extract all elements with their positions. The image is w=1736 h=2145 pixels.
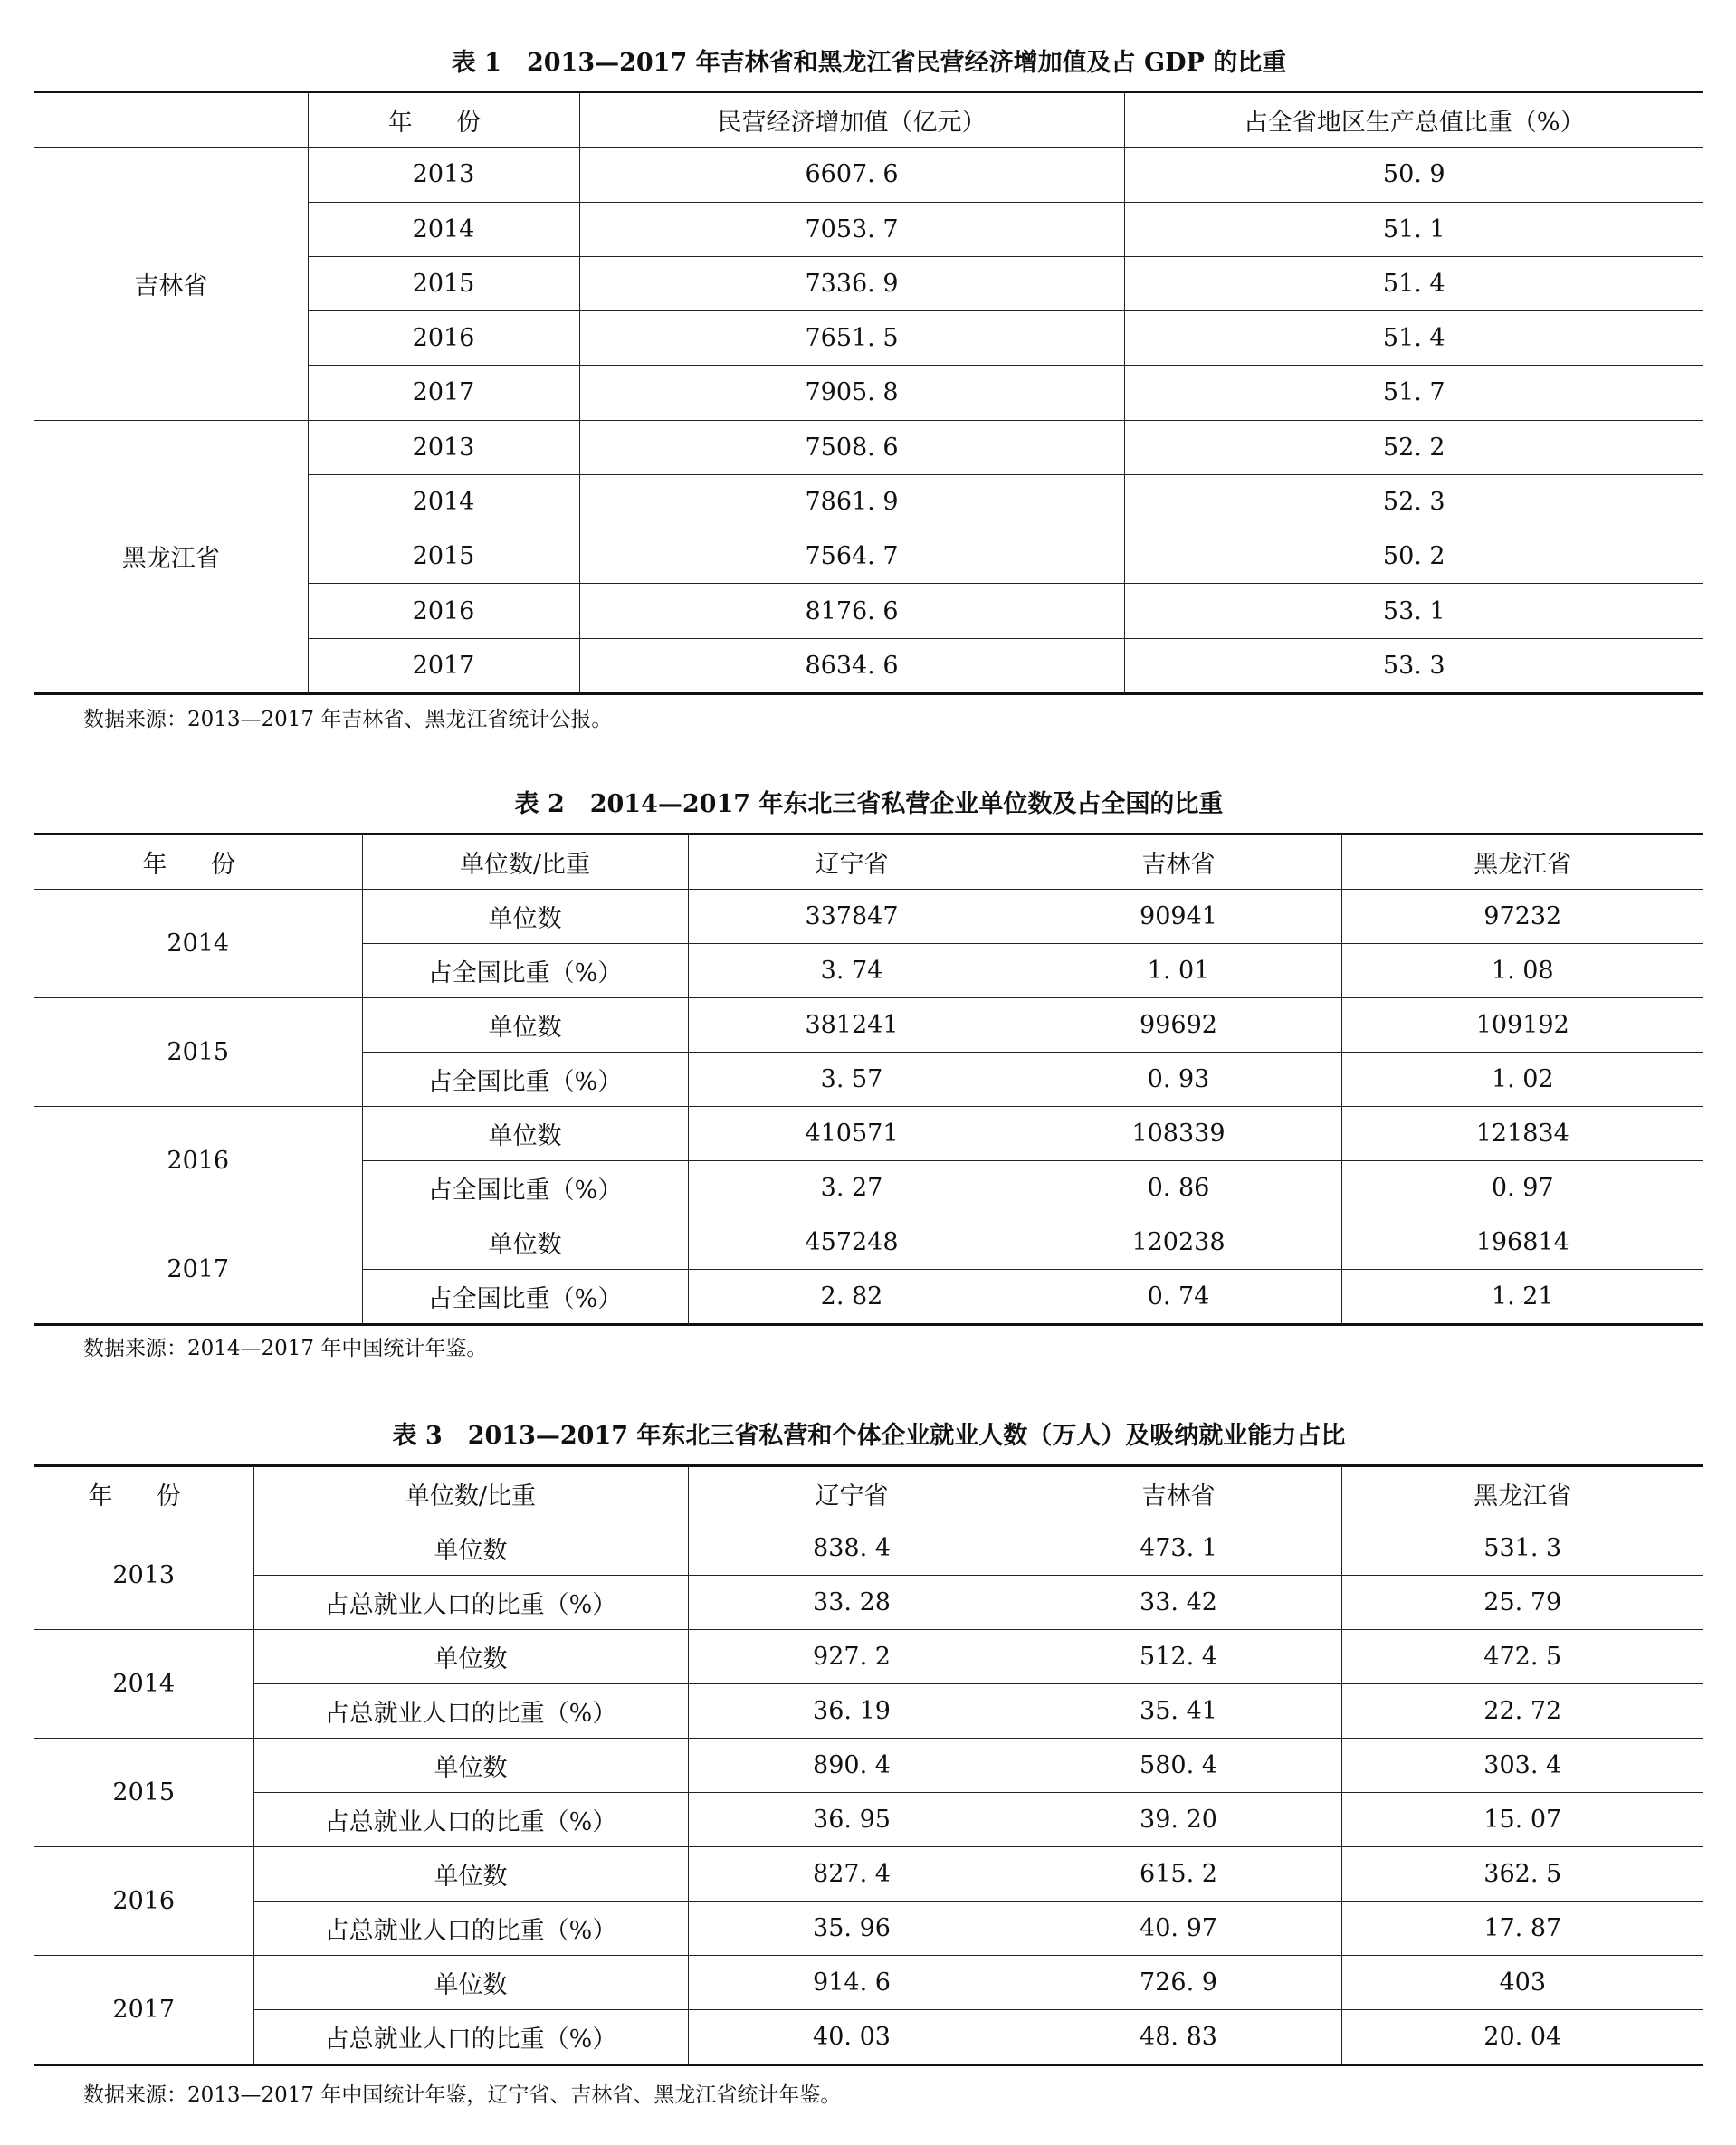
metric-label-cell: 占全国比重（%）	[362, 944, 688, 998]
table2-header-cell: 吉林省	[1016, 834, 1341, 890]
jilin-cell: 35. 41	[1016, 1684, 1341, 1739]
metric-label-cell: 单位数	[253, 1739, 688, 1793]
heilongjiang-cell: 403	[1341, 1956, 1703, 2010]
metric-label-cell: 占全国比重（%）	[362, 1161, 688, 1216]
liaoning-cell: 2. 82	[688, 1270, 1016, 1325]
table3-header-cell: 年 份	[34, 1466, 253, 1521]
table3-source-note: 数据来源：2013—2017 年中国统计年鉴，辽宁省、吉林省、黑龙江省统计年鉴。	[83, 2083, 842, 2107]
year-cell: 2017	[34, 1216, 362, 1325]
year-cell: 2015	[308, 256, 579, 310]
year-cell: 2015	[308, 529, 579, 584]
year-cell: 2017	[308, 638, 579, 693]
heilongjiang-cell: 1. 08	[1341, 944, 1703, 998]
year-cell: 2013	[308, 148, 579, 202]
table1-header-cell: 年 份	[308, 92, 579, 148]
year-cell: 2013	[34, 1521, 253, 1630]
heilongjiang-cell: 25. 79	[1341, 1576, 1703, 1630]
metric-label-cell: 占全国比重（%）	[362, 1053, 688, 1107]
liaoning-cell: 3. 27	[688, 1161, 1016, 1216]
table2-number: 表 2	[514, 790, 565, 818]
liaoning-cell: 35. 96	[688, 1902, 1016, 1956]
metric-label-cell: 单位数	[253, 1847, 688, 1902]
heilongjiang-cell: 20. 04	[1341, 2010, 1703, 2065]
heilongjiang-cell: 109192	[1341, 998, 1703, 1053]
heilongjiang-cell: 1. 02	[1341, 1053, 1703, 1107]
metric-label-cell: 占总就业人口的比重（%）	[253, 1684, 688, 1739]
metric-label-cell: 单位数	[362, 890, 688, 944]
metric-label-cell: 占总就业人口的比重（%）	[253, 1793, 688, 1847]
table-row	[34, 1107, 1703, 1161]
jilin-cell: 0. 93	[1016, 1053, 1341, 1107]
liaoning-cell: 33. 28	[688, 1576, 1016, 1630]
heilongjiang-cell: 17. 87	[1341, 1902, 1703, 1956]
share-cell: 52. 3	[1124, 474, 1703, 529]
table-row	[34, 1630, 1703, 1684]
table1-header-cell: 民营经济增加值（亿元）	[579, 92, 1124, 148]
table3-title-text: 2013—2017 年东北三省私营和个体企业就业人数（万人）及吸纳就业能力占比	[467, 1422, 1346, 1450]
share-cell: 51. 4	[1124, 256, 1703, 310]
year-cell: 2017	[308, 366, 579, 420]
value-cell: 7336. 9	[579, 256, 1124, 310]
year-cell: 2015	[34, 998, 362, 1107]
jilin-cell: 512. 4	[1016, 1630, 1341, 1684]
heilongjiang-cell: 22. 72	[1341, 1684, 1703, 1739]
jilin-cell: 0. 86	[1016, 1161, 1341, 1216]
table-row	[34, 1739, 1703, 1793]
year-cell: 2014	[308, 202, 579, 256]
value-cell: 7508. 6	[579, 420, 1124, 474]
year-cell: 2014	[34, 890, 362, 998]
table-row	[34, 1956, 1703, 2010]
table2-title	[34, 789, 1703, 820]
metric-label-cell: 占总就业人口的比重（%）	[253, 2010, 688, 2065]
jilin-cell: 615. 2	[1016, 1847, 1341, 1902]
metric-label-cell: 单位数	[253, 1521, 688, 1576]
liaoning-cell: 838. 4	[688, 1521, 1016, 1576]
table3-title	[34, 1421, 1703, 1452]
heilongjiang-cell: 1. 21	[1341, 1270, 1703, 1325]
value-cell: 6607. 6	[579, 148, 1124, 202]
table1-title	[34, 48, 1703, 79]
heilongjiang-cell: 97232	[1341, 890, 1703, 944]
liaoning-cell: 890. 4	[688, 1739, 1016, 1793]
liaoning-cell: 36. 19	[688, 1684, 1016, 1739]
liaoning-cell: 457248	[688, 1216, 1016, 1270]
table1-number: 表 1	[451, 49, 501, 77]
share-cell: 53. 1	[1124, 584, 1703, 638]
metric-label-cell: 单位数	[362, 998, 688, 1053]
table-row	[34, 1793, 1703, 1847]
table-row	[34, 148, 1703, 202]
value-cell: 8634. 6	[579, 638, 1124, 693]
metric-label-cell: 单位数	[253, 1956, 688, 2010]
jilin-cell: 0. 74	[1016, 1270, 1341, 1325]
year-cell: 2016	[34, 1107, 362, 1216]
table1-header-cell: 占全省地区生产总值比重（%）	[1124, 92, 1703, 148]
table1-source-note: 数据来源：2013—2017 年吉林省、黑龙江省统计公报。	[83, 708, 613, 731]
table3-header-row	[34, 1466, 1703, 1521]
liaoning-cell: 927. 2	[688, 1630, 1016, 1684]
table3-header-cell: 吉林省	[1016, 1466, 1341, 1521]
table3-header-cell: 辽宁省	[688, 1466, 1016, 1521]
jilin-cell: 580. 4	[1016, 1739, 1341, 1793]
jilin-cell: 33. 42	[1016, 1576, 1341, 1630]
value-cell: 7053. 7	[579, 202, 1124, 256]
metric-label-cell: 单位数	[362, 1107, 688, 1161]
jilin-cell: 1. 01	[1016, 944, 1341, 998]
year-cell: 2014	[34, 1630, 253, 1739]
table2-title-text: 2014—2017 年东北三省私营企业单位数及占全国的比重	[589, 790, 1224, 818]
year-cell: 2017	[34, 1956, 253, 2065]
heilongjiang-cell: 472. 5	[1341, 1630, 1703, 1684]
share-cell: 51. 1	[1124, 202, 1703, 256]
table3	[34, 1464, 1703, 2066]
table2-header-cell: 黑龙江省	[1341, 834, 1703, 890]
heilongjiang-cell: 303. 4	[1341, 1739, 1703, 1793]
metric-label-cell: 单位数	[253, 1630, 688, 1684]
jilin-cell: 726. 9	[1016, 1956, 1341, 2010]
table1-title-text: 2013—2017 年吉林省和黑龙江省民营经济增加值及占 GDP 的比重	[526, 49, 1287, 77]
table2-header-row	[34, 834, 1703, 890]
table-row	[34, 1847, 1703, 1902]
table-row	[34, 1684, 1703, 1739]
table2-header-cell: 年 份	[34, 834, 362, 890]
liaoning-cell: 381241	[688, 998, 1016, 1053]
jilin-cell: 40. 97	[1016, 1902, 1341, 1956]
liaoning-cell: 914. 6	[688, 1956, 1016, 2010]
share-cell: 50. 9	[1124, 148, 1703, 202]
liaoning-cell: 36. 95	[688, 1793, 1016, 1847]
table2	[34, 833, 1703, 1326]
liaoning-cell: 3. 74	[688, 944, 1016, 998]
value-cell: 7861. 9	[579, 474, 1124, 529]
heilongjiang-cell: 196814	[1341, 1216, 1703, 1270]
share-cell: 52. 2	[1124, 420, 1703, 474]
jilin-cell: 90941	[1016, 890, 1341, 944]
value-cell: 7651. 5	[579, 311, 1124, 366]
heilongjiang-cell: 121834	[1341, 1107, 1703, 1161]
table3-header-cell: 黑龙江省	[1341, 1466, 1703, 1521]
table2-source-note: 数据来源：2014—2017 年中国统计年鉴。	[83, 1337, 488, 1360]
share-cell: 51. 4	[1124, 311, 1703, 366]
jilin-cell: 473. 1	[1016, 1521, 1341, 1576]
liaoning-cell: 827. 4	[688, 1847, 1016, 1902]
jilin-cell: 99692	[1016, 998, 1341, 1053]
table2-header-cell: 单位数/比重	[362, 834, 688, 890]
heilongjiang-cell: 531. 3	[1341, 1521, 1703, 1576]
year-cell: 2016	[308, 584, 579, 638]
table-row	[34, 2010, 1703, 2065]
heilongjiang-cell: 15. 07	[1341, 1793, 1703, 1847]
metric-label-cell: 单位数	[362, 1216, 688, 1270]
year-cell: 2016	[34, 1847, 253, 1956]
jilin-cell: 48. 83	[1016, 2010, 1341, 2065]
table1-header-cell	[34, 92, 308, 148]
table1-header-row	[34, 92, 1703, 148]
table2-header-cell: 辽宁省	[688, 834, 1016, 890]
share-cell: 53. 3	[1124, 638, 1703, 693]
table-row	[34, 998, 1703, 1053]
table3-number: 表 3	[392, 1422, 443, 1450]
heilongjiang-cell: 362. 5	[1341, 1847, 1703, 1902]
share-cell: 51. 7	[1124, 366, 1703, 420]
table3-header-cell: 单位数/比重	[253, 1466, 688, 1521]
metric-label-cell: 占总就业人口的比重（%）	[253, 1902, 688, 1956]
year-cell: 2016	[308, 311, 579, 366]
metric-label-cell: 占总就业人口的比重（%）	[253, 1576, 688, 1630]
value-cell: 8176. 6	[579, 584, 1124, 638]
year-cell: 2013	[308, 420, 579, 474]
metric-label-cell: 占全国比重（%）	[362, 1270, 688, 1325]
table1	[34, 91, 1703, 695]
jilin-cell: 39. 20	[1016, 1793, 1341, 1847]
heilongjiang-cell: 0. 97	[1341, 1161, 1703, 1216]
table-row	[34, 1216, 1703, 1270]
table-row	[34, 890, 1703, 944]
table-row	[34, 1521, 1703, 1576]
jilin-cell: 108339	[1016, 1107, 1341, 1161]
value-cell: 7564. 7	[579, 529, 1124, 584]
jilin-cell: 120238	[1016, 1216, 1341, 1270]
province-cell: 吉林省	[34, 148, 308, 420]
liaoning-cell: 410571	[688, 1107, 1016, 1161]
table-row	[34, 420, 1703, 474]
share-cell: 50. 2	[1124, 529, 1703, 584]
table-row	[34, 1576, 1703, 1630]
liaoning-cell: 40. 03	[688, 2010, 1016, 2065]
table-row	[34, 1902, 1703, 1956]
year-cell: 2015	[34, 1739, 253, 1847]
year-cell: 2014	[308, 474, 579, 529]
liaoning-cell: 3. 57	[688, 1053, 1016, 1107]
value-cell: 7905. 8	[579, 366, 1124, 420]
liaoning-cell: 337847	[688, 890, 1016, 944]
province-cell: 黑龙江省	[34, 420, 308, 693]
